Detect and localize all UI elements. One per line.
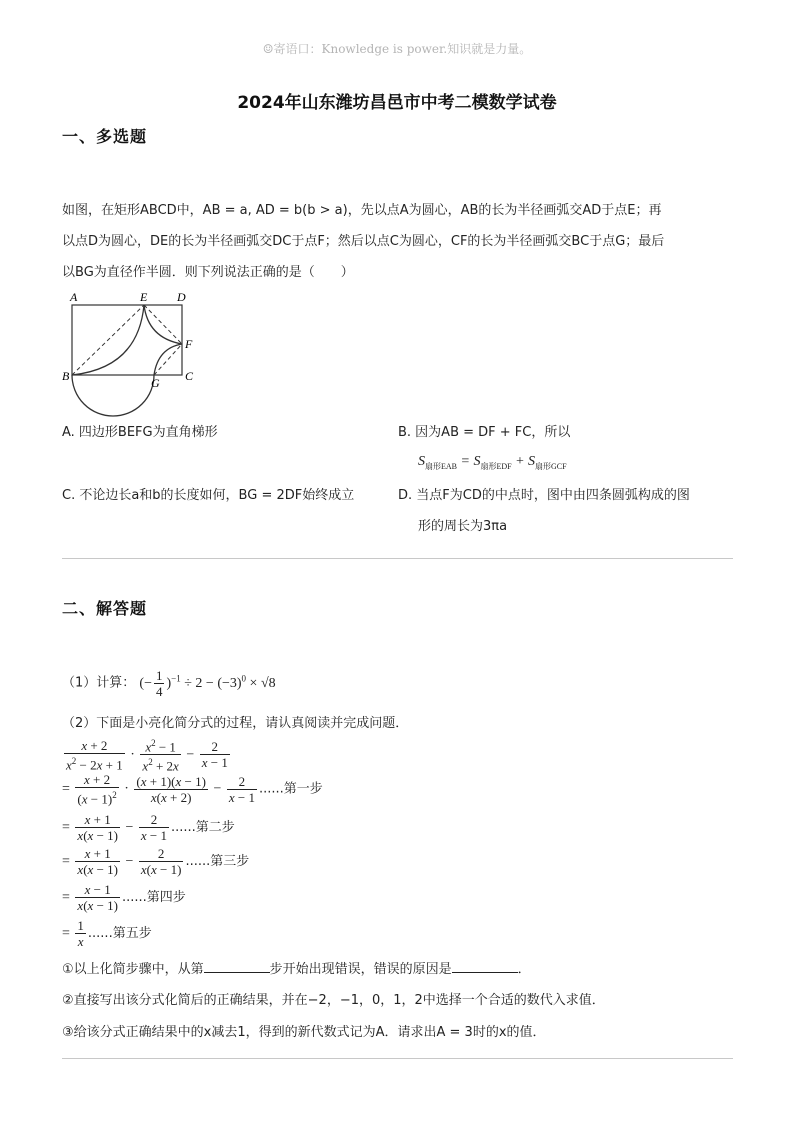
step3-label: ......第三步 — [185, 854, 250, 869]
divider-2 — [62, 1058, 733, 1059]
expr-2: = $\frac{x + 1}{x(x - 1)}$ − $\frac{2}{x - 1}$ ......第二步 — [62, 812, 235, 843]
step4-label: ......第四步 — [121, 890, 186, 905]
q1-line3: 以BG为直径作半圆．则下列说法正确的是（ ） — [62, 265, 354, 280]
q1-line2: 以点D为圆心，DE的长为半径画弧交DC于点F；然后以点C为圆心，CF的长为半径画弧交BC于点G；最后 — [62, 234, 665, 249]
answer-blank-1[interactable] — [204, 958, 270, 973]
option-d[interactable]: D. 当点F为CD的中点时，图中由四条圆弧构成的图 — [398, 488, 690, 503]
divider-1 — [62, 558, 733, 559]
step5-label: ......第五步 — [87, 926, 152, 941]
label-c: C — [185, 369, 194, 383]
expr-5: = $\frac{1}{x}$ ......第五步 — [62, 918, 152, 949]
label-d: D — [177, 290, 186, 304]
q2-part2: （2）下面是小亮化简分式的过程，请认真阅读并完成问题． — [62, 716, 409, 731]
expr-3: = $\frac{x + 1}{x(x - 1)}$ − $\frac{2}{x(x - 1)}$ ......第三步 — [62, 846, 250, 877]
q2-part1: （1）计算： (− $\frac{1}{4}$ )$^{-1} \div 2 - (-3)^0 \times √8$ — [62, 668, 276, 699]
label-f: F — [185, 337, 193, 351]
section-heading-1: 一、多选题 — [62, 127, 148, 146]
geometry-figure — [58, 288, 208, 423]
expr-4: = $\frac{x - 1}{x(x - 1)}$ ......第四步 — [62, 882, 186, 913]
subq-c: ③给该分式正确结果中的x减去1，得到的新代数式记为A．请求出A = 3时的x的值． — [62, 1025, 546, 1040]
subq-a: ①以上化简步骤中，从第 步开始出现错误，错误的原因是 ． — [62, 958, 531, 977]
label-g: G — [151, 376, 160, 390]
label-b: B — [62, 369, 70, 383]
subq-b: ②直接写出该分式化简后的正确结果，并在−2，−1，0，1，2中选择一个合适的数代入求值． — [62, 993, 605, 1008]
expr-1: = $\frac{x + 2}{(x - 1)^2}$ · $\frac{(x + 1)(x - 1)}{x(x + 2)}$ − $\frac{2}{x - 1}$ ......第一步 — [62, 772, 323, 807]
expr-0: $\frac{x + 2}{x^2 - 2x + 1}$ · $\frac{x^2 - 1}{x^2 + 2x}$ − $\frac{2}{x - 1}$ — [66, 737, 228, 774]
option-a[interactable]: A. 四边形BEFG为直角梯形 — [62, 425, 218, 440]
step2-label: ......第二步 — [171, 820, 235, 835]
rectangle-abcd — [72, 305, 182, 375]
option-b[interactable]: B. 因为AB = DF + FC，所以 — [398, 425, 571, 440]
step1-label: ......第一步 — [258, 781, 323, 797]
option-c[interactable]: C. 不论边长a和b的长度如何，BG = 2DF始终成立 — [62, 488, 355, 503]
label-a: A — [70, 290, 78, 304]
page-title: 2024年山东潍坊昌邑市中考二模数学试卷 — [237, 93, 557, 113]
option-b-formula: $S_{扇形EAB} = S_{扇形EDF} + S_{扇形GCF}$ — [418, 454, 567, 471]
header-tip: ☺寄语口：Knowledge is power.知识就是力量。 — [262, 42, 532, 56]
section-heading-2: 二、解答题 — [62, 599, 148, 618]
label-e: E — [140, 290, 148, 304]
semicircle-bg — [72, 375, 154, 416]
answer-blank-2[interactable] — [452, 958, 518, 973]
option-d-cont: 形的周长为3πa — [418, 519, 508, 534]
q1-line1: 如图，在矩形ABCD中，AB = a, AD = b(b > a)，先以点A为圆心，AB的长为半径画弧交AD于点E；再 — [62, 203, 662, 218]
